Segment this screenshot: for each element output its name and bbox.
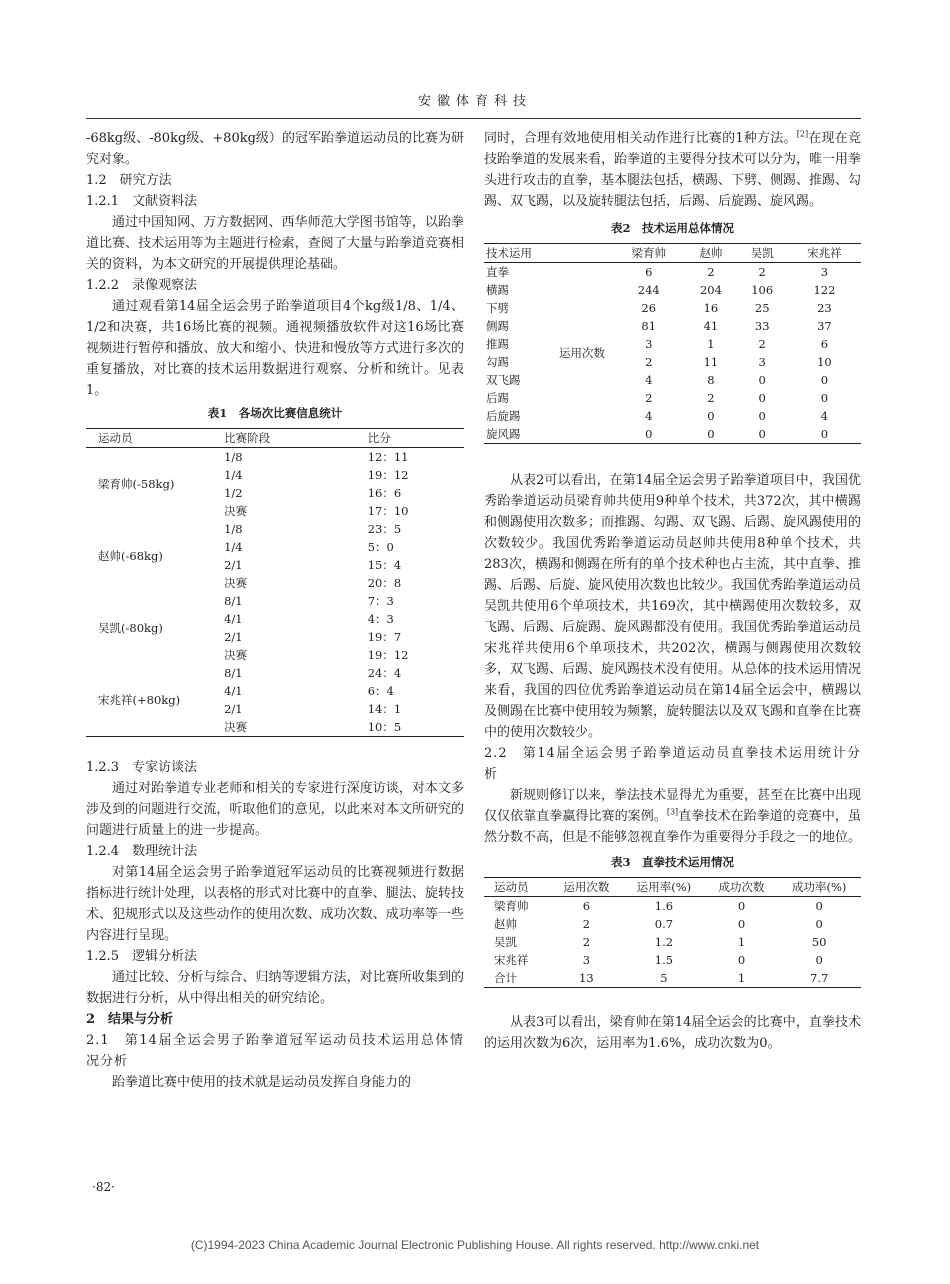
heading-2-1: 2.1 第14届全运会男子跆拳道冠军运动员技术运用总体情况分析: [86, 1033, 464, 1069]
table2-value-cell: 16: [703, 301, 719, 315]
table1-stage-cell: 决赛: [224, 648, 248, 662]
table3: [484, 877, 861, 988]
table3-athlete-cell: 合计: [494, 971, 517, 985]
table1-stage-cell: 8/1: [224, 666, 243, 680]
table2-header-liang: 梁育帅: [612, 244, 685, 263]
table2-value-cell: 4: [820, 409, 829, 423]
table1-header-athlete: 运动员: [86, 429, 222, 448]
table3-value-cell: 5: [660, 971, 668, 985]
table3-value-cell: 2: [582, 935, 591, 949]
table2-value-cell: 0: [820, 427, 829, 441]
table2-value-cell: 3: [820, 265, 829, 279]
table1-athlete-cell: 梁育帅(-58kg): [98, 477, 175, 491]
table2-value-cell: 81: [641, 319, 657, 333]
table1-athlete-cell: 吴凯(-80kg): [98, 621, 163, 635]
table2-header-song: 宋兆祥: [788, 244, 861, 263]
table1-header-score: 比分: [366, 429, 464, 448]
table1-row: [86, 520, 464, 538]
table2-row: [484, 335, 861, 353]
table2-value-cell: 3: [758, 355, 766, 369]
table1-score-cell: 24：4: [367, 666, 402, 680]
table2-value-cell: 8: [707, 373, 715, 387]
table2-value-cell: 25: [754, 301, 770, 315]
table1-caption: 表1 各场次比赛信息统计: [207, 406, 343, 420]
table3-value-cell: 13: [579, 971, 594, 985]
table1-stage-cell: 1/4: [224, 468, 243, 482]
table2-technique-cell: 侧踢: [486, 319, 509, 333]
table1-score-cell: 16：6: [367, 486, 402, 500]
table2-value-cell: 0: [758, 373, 766, 387]
table1-stage-cell: 1/8: [224, 450, 243, 464]
left-column: [86, 128, 464, 1093]
table2-row: [484, 425, 861, 444]
table3-value-cell: 1: [737, 935, 746, 949]
table1-body: [86, 448, 464, 737]
table2-value-cell: 33: [754, 319, 770, 333]
table3-athlete-cell: 宋兆祥: [494, 953, 529, 967]
table2-value-cell: 4: [645, 409, 653, 423]
table1-score-cell: 5：0: [367, 540, 394, 554]
table3-value-cell: 1.6: [654, 899, 674, 913]
table3-row: [484, 951, 861, 969]
table3-value-cell: 0: [815, 953, 823, 967]
table3-caption: 表3 直拳技术运用情况: [610, 855, 734, 869]
table2-header-blank: [552, 244, 612, 263]
right-column: [484, 128, 861, 1054]
table2-value-cell: 0: [820, 391, 829, 405]
table2-body: [484, 263, 861, 444]
table2-value-cell: 0: [707, 427, 715, 441]
table2-caption: 表2 技术运用总体情况: [610, 221, 734, 235]
table1-row: [86, 592, 464, 610]
table2-technique-cell: 后旋踢: [486, 409, 521, 423]
heading-1-2: 1.2 研究方法: [86, 173, 172, 188]
table3-athlete-cell: 梁育帅: [494, 899, 529, 913]
table3-value-cell: 50: [811, 935, 827, 949]
table2-value-cell: 2: [758, 265, 766, 279]
table1-score-cell: 23：5: [367, 522, 402, 536]
para-2-2-b: 直拳技术在跆拳道的竞赛中，虽然分数不高，但是不能够忽视直拳作为重要得分手段之一的地位。: [484, 809, 862, 845]
table2-value-cell: 2: [707, 265, 715, 279]
para-1-2-3: 通过对跆拳道专业老师和相关的专家进行深度访谈，对本文多涉及到的问题进行交流，听取他们的意见，以此来对本文所研究的问题进行质量上的进一步提高。: [86, 781, 464, 838]
table3-value-cell: 0.7: [654, 917, 674, 931]
table2-row: [484, 281, 861, 299]
table2-value-cell: 10: [817, 355, 832, 369]
table3-value-cell: 3: [582, 953, 591, 967]
table3-row: [484, 897, 861, 916]
table2-row: [484, 263, 861, 282]
table2-header-wu: 吴凯: [737, 244, 788, 263]
table1-stage-cell: 8/1: [224, 594, 243, 608]
header-rule: [86, 118, 861, 119]
table2-technique-cell: 下劈: [486, 301, 509, 315]
table2-value-cell: 6: [645, 265, 653, 279]
table1-header-stage: 比赛阶段: [222, 429, 366, 448]
table2-technique-cell: 旋风踢: [486, 427, 521, 441]
table1-stage-cell: 决赛: [224, 720, 248, 734]
para-2-1-continuation: [484, 128, 861, 212]
table3-value-cell: 0: [815, 917, 823, 931]
table2-row: [484, 371, 861, 389]
table1-score-cell: 15：4: [367, 558, 402, 572]
table3-row: [484, 933, 861, 951]
table3-body: [484, 897, 861, 988]
table3-value-cell: 0: [737, 953, 746, 967]
table1-athlete-cell: 赵帅(-68kg): [98, 549, 163, 563]
para-1-2-5: 通过比较、分析与综合、归纳等逻辑方法，对比赛所收集到的数据进行分析，从中得出相关的研究结论。: [86, 970, 464, 1006]
table1-score-cell: 12：11: [367, 450, 409, 464]
table2-technique-cell: 双飞踢: [486, 373, 521, 387]
intro-continuation: -68kg级、-80kg级、+80kg级）的冠军跆拳道运动员的比赛为研究对象。: [86, 131, 464, 167]
reference-3: [3]: [666, 807, 679, 817]
heading-1-2-5: 1.2.5 逻辑分析法: [86, 949, 198, 964]
table1-score-cell: 19：7: [367, 630, 402, 644]
table2-value-cell: 204: [699, 283, 722, 297]
table2-technique-cell: 直拳: [486, 265, 509, 279]
para-2-2: [484, 785, 861, 848]
table2-value-cell: 0: [820, 373, 829, 387]
table3-athlete-cell: 赵帅: [494, 917, 517, 931]
table2-value-cell: 0: [758, 391, 766, 405]
table2-value-cell: 2: [645, 391, 653, 405]
table3-header-success: 成功次数: [706, 878, 778, 897]
table3-value-cell: 0: [737, 899, 746, 913]
table2-technique-cell: 横踢: [486, 283, 509, 297]
table2-technique-cell: 勾踢: [486, 355, 509, 369]
table1-score-cell: 10：5: [367, 720, 402, 734]
table2-row: [484, 299, 861, 317]
table2-value-cell: 3: [645, 337, 653, 351]
table2-group-label: 运用次数: [559, 346, 606, 360]
para-table2-analysis: 从表2可以看出，在第14届全运会男子跆拳道项目中，我国优秀跆拳道运动员梁育帅共使用9种单个技术，共372次，其中横踢和侧踢使用次数多；而推踢、勾踢、双飞踢、后踢、旋风踢使用的次数较少。我国优秀跆拳道运动员赵帅共使用8种单个技术，共283次，横踢和侧踢在所有的单个技术种也占主流，其中直拳、推踢、后踢、后旋、旋风使用次数也比较少。我国优秀跆拳道运动员吴凯共使用6个单项技术，共169次，其中横踢使用次数较多，双飞踢、后踢、后旋踢、旋风踢都没有使用。我国优秀跆拳道运动员宋兆祥共使用6个单项技术，共202次，横踢与侧踢使用次数较多，双飞踢、后踢、旋风踢技术没有使用。从总体的技术运用情况来看，我国的四位优秀跆拳道运动员在第14届全运会中，横踢以及侧踢在比赛中使用较为频繁，旋转腿法以及双飞踢和直拳在比赛中的使用次数较少。: [484, 473, 862, 740]
para-1-2-1: 通过中国知网、万方数据网、西华师范大学图书馆等，以跆拳道比赛、技术运用等为主题进行检索，查阅了大量与跆拳道竞赛相关的资料，为本文研究的开展提供理论基础。: [86, 215, 464, 272]
table1-stage-cell: 4/1: [224, 612, 243, 626]
page-number: ·82·: [92, 1180, 115, 1194]
table3-value-cell: 1.2: [654, 935, 674, 949]
copyright-footer: (C)1994-2023 China Academic Journal Electronic Publishing House. All rights reserved. http://www.cnki.net: [190, 1238, 760, 1252]
table2-row: [484, 407, 861, 425]
table1-score-cell: 19：12: [367, 468, 409, 482]
table2-technique-cell: 推踢: [486, 337, 509, 351]
table3-header-athlete: 运动员: [484, 878, 551, 897]
table3-header-use-rate: 运用率(%): [622, 878, 706, 897]
table2-value-cell: 0: [758, 427, 766, 441]
table3-value-cell: 6: [582, 899, 591, 913]
table3-row: [484, 915, 861, 933]
table2-row: [484, 353, 861, 371]
table2-value-cell: 1: [707, 337, 715, 351]
table2-value-cell: 0: [707, 409, 715, 423]
table3-header-success-rate: 成功率(%): [777, 878, 861, 897]
table2-value-cell: 2: [645, 355, 653, 369]
table1-score-cell: 20：8: [367, 576, 402, 590]
table1-stage-cell: 2/1: [224, 702, 243, 716]
table3-value-cell: 1: [737, 971, 746, 985]
table2-value-cell: 23: [817, 301, 832, 315]
table1-stage-cell: 1/4: [224, 540, 243, 554]
table2-header-tech: 技术运用: [484, 244, 552, 263]
table1-stage-cell: 1/8: [224, 522, 243, 536]
reference-2: [2]: [796, 129, 809, 139]
table3-value-cell: 0: [815, 899, 823, 913]
table1: [86, 428, 464, 737]
para-2-1-cont-b: 在现在竞技跆拳道的发展来看，跆拳道的主要得分技术可以分为，唯一用拳头进行攻击的直拳，基本腿法包括，横踢、下劈、侧踢、推踢、勾踢、双飞踢，以及旋转腿法包括，后踢、后旋踢、旋风踢。: [484, 131, 862, 209]
para-2-1-cont-a: 同时，合理有效地使用相关动作进行比赛的1种方法。: [484, 131, 797, 146]
table2-value-cell: 11: [703, 355, 719, 369]
table3-value-cell: 2: [582, 917, 591, 931]
table1-row: [86, 448, 464, 467]
table2-value-cell: 37: [817, 319, 832, 333]
table1-score-cell: 4：3: [367, 612, 394, 626]
table3-athlete-cell: 吴凯: [494, 935, 517, 949]
para-2-2-a: 新规则修订以来，拳法技术显得尤为重要，甚至在比赛中出现仅仅依靠直拳赢得比赛的案例。: [484, 788, 862, 824]
heading-1-2-3: 1.2.3 专家访谈法: [86, 760, 198, 775]
table2-value-cell: 0: [758, 409, 766, 423]
table1-row: [86, 664, 464, 682]
table3-row: [484, 969, 861, 988]
table1-score-cell: 14：1: [367, 702, 402, 716]
table2-value-cell: 122: [813, 283, 836, 297]
heading-1-2-1: 1.2.1 文献资料法: [86, 194, 198, 209]
table1-stage-cell: 1/2: [224, 486, 243, 500]
table2-value-cell: 106: [751, 283, 774, 297]
para-1-2-2: 通过观看第14届全运会男子跆拳道项目4个kg级1/8、1/4、1/2和决赛，共16场比赛的视频。通视频播放软件对这16场比赛视频进行暂停和播放、放大和缩小、快进和慢放等方式进行多次的重复播放，对比赛的技术运用数据进行观察、分析和统计。见表1。: [86, 299, 464, 398]
table3-value-cell: 7.7: [810, 971, 829, 985]
table2-value-cell: 41: [703, 319, 719, 333]
table2-header-zhao: 赵帅: [685, 244, 736, 263]
table2: [484, 243, 861, 444]
table1-stage-cell: 2/1: [224, 558, 243, 572]
table2-value-cell: 0: [645, 427, 653, 441]
running-head: 安徽体育科技: [417, 94, 532, 109]
para-table3-analysis: 从表3可以看出，梁育帅在第14届全运会的比赛中，直拳技术的运用次数为6次，运用率为1.6%，成功次数为0。: [484, 1015, 861, 1051]
table1-stage-cell: 决赛: [224, 576, 248, 590]
heading-2: 2 结果与分析: [86, 1012, 174, 1027]
table1-score-cell: 6：4: [367, 684, 394, 698]
table2-value-cell: 6: [820, 337, 829, 351]
heading-2-2: 2.2 第14届全运会男子跆拳道运动员直拳技术运用统计分析: [484, 746, 861, 782]
table1-stage-cell: 4/1: [224, 684, 243, 698]
table2-value-cell: 26: [641, 301, 657, 315]
table1-score-cell: 7：3: [367, 594, 394, 608]
table2-value-cell: 244: [637, 283, 660, 297]
table2-value-cell: 4: [645, 373, 653, 387]
table1-score-cell: 17：10: [367, 504, 409, 518]
table3-value-cell: 0: [737, 917, 746, 931]
table2-row: [484, 317, 861, 335]
table2-value-cell: 2: [707, 391, 715, 405]
table1-athlete-cell: 宋兆祥(+80kg): [98, 693, 181, 707]
para-1-2-4: 对第14届全运会男子跆拳道冠军运动员的比赛视频进行数据指标进行统计处理，以表格的形式对比赛中的直拳、腿法、旋转技术、犯规形式以及这些动作的使用次数、成功次数、成功率等一些内容进行呈现。: [86, 865, 464, 943]
table3-header-uses: 运用次数: [551, 878, 623, 897]
table2-technique-cell: 后踢: [486, 391, 509, 405]
para-2-1: 跆拳道比赛中使用的技术就是运动员发挥自身能力的: [112, 1075, 412, 1090]
heading-1-2-4: 1.2.4 数理统计法: [86, 844, 198, 859]
table1-score-cell: 19：12: [367, 648, 409, 662]
heading-1-2-2: 1.2.2 录像观察法: [86, 278, 198, 293]
table1-stage-cell: 决赛: [224, 504, 248, 518]
table1-stage-cell: 2/1: [224, 630, 243, 644]
table3-value-cell: 1.5: [654, 953, 674, 967]
table2-value-cell: 2: [758, 337, 766, 351]
table2-row: [484, 389, 861, 407]
